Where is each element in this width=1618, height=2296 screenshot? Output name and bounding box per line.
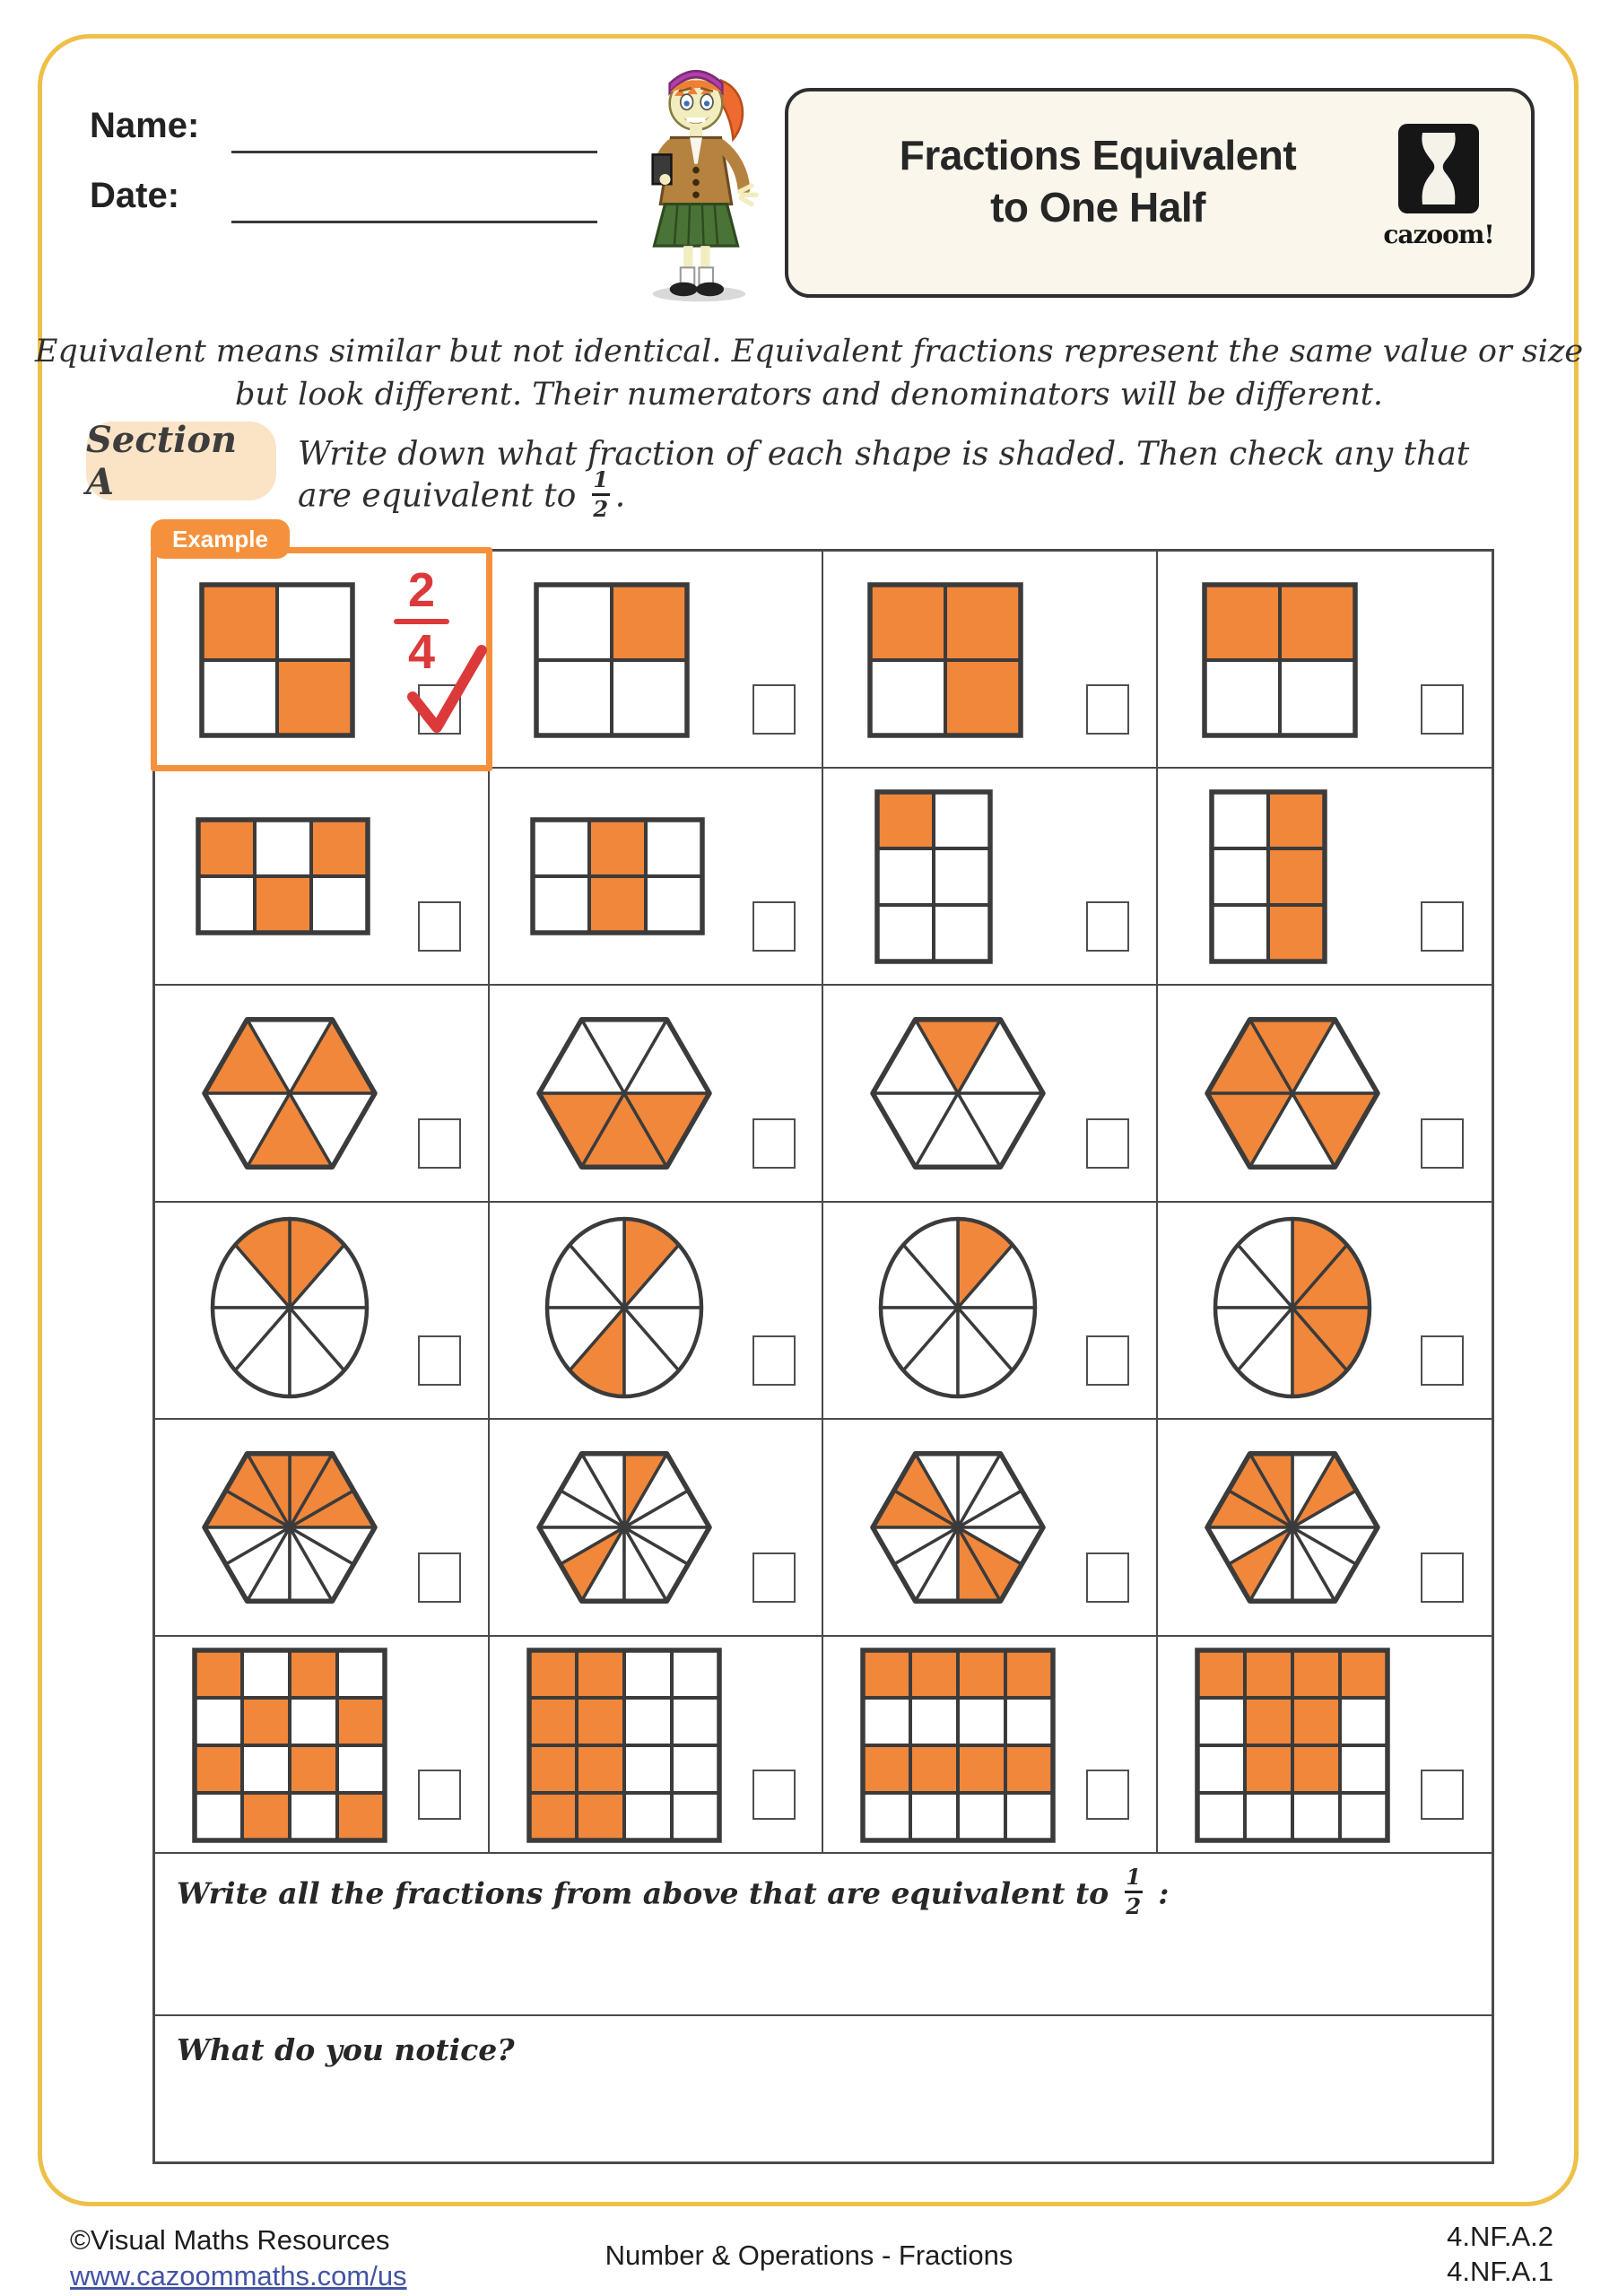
fraction-cell-r1c1 [155,525,490,769]
answer-checkbox[interactable] [1086,684,1129,735]
fraction-cell-r2c4 [1158,769,1492,986]
fraction-shape-circle [823,1203,1157,1420]
section-a-instruction: Write down what fraction of each shape is shaded. Then check any that are equivalent to $\frac{1}{2}$ . [298,436,1470,522]
answer-checkbox[interactable] [752,1335,796,1386]
fraction-shape-circle [490,1203,823,1420]
fraction-cell-r3c1 [155,986,490,1203]
answer-checkbox[interactable] [1421,684,1464,735]
fraction-shape-hexagon [823,986,1157,1203]
copyright-text: ©Visual Maths Resources [70,2224,390,2256]
website-link[interactable]: www.cazoommaths.com/us [70,2260,407,2292]
intro-text-line1: Equivalent means similar but not identical. Equivalent fractions represent the same value or size [34,334,1584,370]
fraction-cell-r6c4 [1158,1637,1492,1854]
fraction-shape-square-grid [823,769,1157,986]
fraction-shape-circle [155,1203,489,1420]
answer-checkbox[interactable] [1086,1335,1129,1386]
question-1-text: Write all the fractions from above that are equivalent to [177,1875,1109,1911]
one-half-fraction: $\frac{1}{2}$ [593,466,609,522]
answer-checkbox[interactable] [418,1118,461,1169]
intro-text-line2: but look different. Their numerators and denominators will be different. [234,377,1383,413]
fraction-cell-r6c1 [155,1637,490,1854]
fraction-shape-square-grid [1158,1637,1492,1854]
worksheet-title: Fractions Equivalent to One Half [899,132,1297,230]
answer-checkbox[interactable] [1086,901,1129,952]
answer-checkbox[interactable] [418,1770,461,1820]
fraction-shape-square-grid [490,552,823,769]
answer-checkbox[interactable] [418,1335,461,1386]
fraction-shape-square-grid [155,769,489,986]
answer-checkbox[interactable] [752,1552,796,1603]
footer-topic: Number & Operations - Fractions [605,2239,1013,2271]
fraction-cell-r3c3 [823,986,1158,1203]
date-label: Date: [90,176,180,215]
fraction-shape-hexagon [155,1420,489,1637]
fraction-cell-r3c2 [490,986,824,1203]
fraction-shape-square-grid [1158,552,1492,769]
answer-checkbox[interactable] [1421,1770,1464,1820]
name-label: Name: [90,106,200,145]
fraction-shape-hexagon [155,986,489,1203]
fraction-cell-r6c3 [823,1637,1158,1854]
fraction-shape-hexagon [490,1420,823,1637]
fraction-cell-r2c1 [155,769,490,986]
fraction-shape-square-grid [823,552,1157,769]
example-tab-label: Example [151,519,290,559]
fraction-shape-square-grid [490,769,823,986]
answer-checkbox[interactable] [752,684,796,735]
name-input-line[interactable] [231,151,597,153]
fraction-cell-r5c4 [1158,1420,1492,1637]
answer-checkbox[interactable] [418,1552,461,1603]
answer-checkbox[interactable] [752,901,796,952]
answer-checkbox[interactable] [1421,1118,1464,1169]
fraction-cell-r4c4 [1158,1203,1492,1420]
fraction-shape-hexagon [1158,1420,1492,1637]
fraction-shape-hexagon [823,1420,1157,1637]
fraction-cell-r4c1 [155,1203,490,1420]
fraction-cell-r5c2 [490,1420,824,1637]
standard-code-2: 4.NF.A.1 [1447,2256,1553,2287]
fraction-shape-circle [1158,1203,1492,1420]
fraction-cell-r2c3 [823,769,1158,986]
fraction-shape-hexagon [1158,986,1492,1203]
answer-checkbox[interactable] [1421,1335,1464,1386]
cazoom-logo [1371,124,1506,249]
fraction-cell-r2c2 [490,769,824,986]
footer-standards [1447,2219,1553,2289]
answer-checkbox[interactable] [1086,1770,1129,1820]
student-character-illustration [617,56,775,303]
answer-checkbox[interactable] [1086,1118,1129,1169]
question-write-equivalent-fractions[interactable]: Write all the fractions from above that are equivalent to $\frac{1}{2}$ : [155,1854,1492,2016]
example-answer-fraction: 2 4 [381,564,462,680]
fraction-shape-square-grid [1158,769,1492,986]
one-half-fraction: $\frac{1}{2}$ [1126,1864,1142,1919]
answer-checkbox[interactable] [418,901,461,952]
answer-checkbox[interactable] [1421,901,1464,952]
question-2-text: What do you notice? [177,2032,515,2067]
fraction-cell-r1c3 [823,552,1158,769]
fraction-cell-r1c2 [490,552,824,769]
section-a-badge: Section A [86,422,276,500]
fraction-cell-r5c3 [823,1420,1158,1637]
fraction-cell-r3c4 [1158,986,1492,1203]
question-what-do-you-notice[interactable] [155,2016,1492,2161]
fraction-cell-r4c3 [823,1203,1158,1420]
fraction-shape-square-grid [823,1637,1157,1854]
answer-checkbox[interactable] [752,1770,796,1820]
fraction-shape-square-grid [490,1637,823,1854]
fraction-worksheet-table [152,525,1494,2164]
standard-code-1: 4.NF.A.2 [1447,2221,1553,2252]
cazoom-wordmark: cazoom! [1383,220,1494,249]
answer-checkbox[interactable] [418,684,461,735]
answer-checkbox[interactable] [752,1118,796,1169]
answer-checkbox[interactable] [1421,1552,1464,1603]
date-input-line[interactable] [231,221,597,223]
fraction-cell-r5c1 [155,1420,490,1637]
fraction-cell-r1c4 [1158,552,1492,769]
fraction-cell-r4c2 [490,1203,824,1420]
fraction-cell-r6c2 [490,1637,824,1854]
cazoom-glass-icon [1397,124,1480,213]
fraction-shape-square-grid [155,1637,489,1854]
worksheet-title-box [785,88,1535,298]
answer-checkbox[interactable] [1086,1552,1129,1603]
fraction-shape-hexagon [490,986,823,1203]
